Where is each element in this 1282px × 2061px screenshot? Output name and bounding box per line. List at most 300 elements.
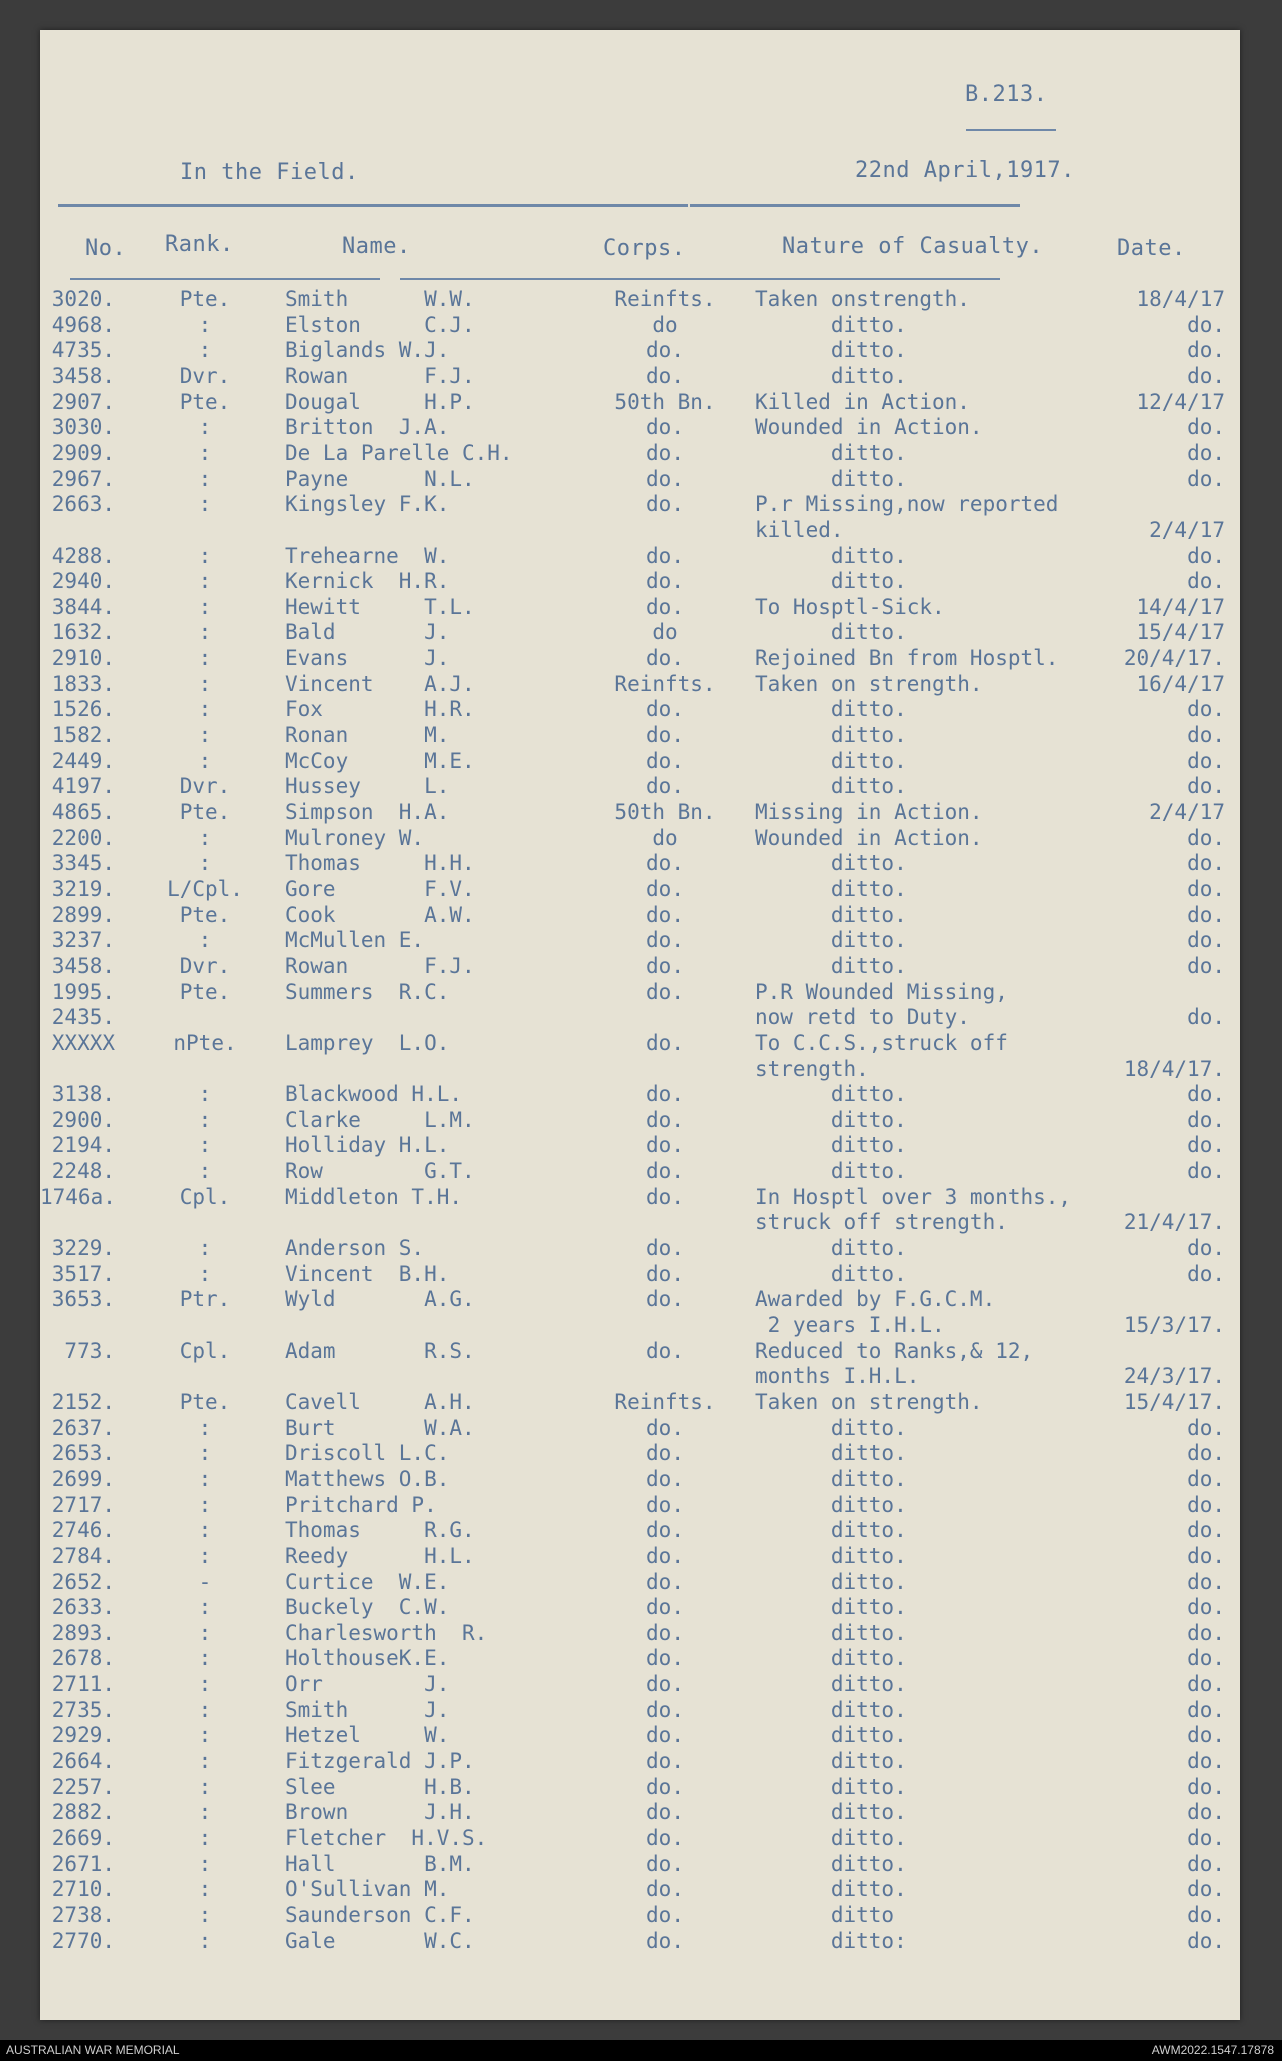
table-row [40,1877,1240,1902]
row-date: 18/4/17 [1136,287,1225,311]
row-corps: do. [646,1928,684,1953]
row-corps: do. [646,440,684,465]
row-date: 2/4/17 [1149,517,1225,542]
row-date: do. [1187,902,1225,927]
row-date: do. [1187,1723,1225,1748]
row-corps: do. [646,979,684,1004]
row-corps: do. [646,697,684,722]
reference-underline [966,129,1056,131]
row-nature: ditto. [755,748,907,773]
row-corps: do. [646,1569,684,1594]
row-rank: Ptr. [179,1287,231,1312]
row-corps: do. [646,569,684,594]
row-number: 2257. [51,1774,115,1799]
row-nature: ditto. [755,1851,907,1876]
row-corps: do [652,312,678,337]
row-number: 773. [64,1338,115,1363]
table-row [40,287,1240,312]
table-row [40,1339,1240,1364]
row-date: do. [1187,1697,1225,1722]
row-date: do. [1187,928,1225,953]
row-name: Reedy H.L. [285,1543,475,1568]
row-name: Wyld A.G. [285,1287,475,1312]
row-nature: struck off strength. [755,1210,1008,1235]
row-number: 2699. [51,1466,115,1491]
row-number: 2435. [51,1005,115,1030]
row-number: 1746a. [40,1184,116,1209]
table-row [40,1698,1240,1723]
row-date: 14/4/17 [1136,594,1225,619]
row-date: do. [1187,363,1225,388]
row-rank: nPte. [173,1030,237,1055]
row-rank: Dvr. [179,363,231,388]
row-number: 3844. [51,594,115,619]
row-number: 3458. [51,363,115,388]
row-nature: ditto [755,1902,895,1927]
table-row [40,928,1240,953]
row-rank: : [198,1543,212,1568]
row-date: 18/4/17. [1123,1056,1225,1081]
row-rank: : [198,748,212,773]
row-date: do. [1187,1749,1225,1774]
row-corps: do. [646,1441,684,1466]
row-date: do. [1187,723,1225,748]
table-row [40,1364,1240,1389]
table-row [40,800,1240,825]
table-row [40,338,1240,363]
table-row [40,903,1240,928]
row-nature: Killed in Action. [755,389,970,414]
row-nature: ditto. [755,902,907,927]
row-nature: ditto. [755,1595,907,1620]
row-date: 16/4/17 [1136,671,1225,696]
row-name: Gale W.C. [285,1928,475,1953]
column-header-nature: Nature of Casualty. [782,234,1044,259]
row-corps: do. [646,1800,684,1825]
row-rank: : [198,466,212,491]
row-corps: do. [646,1672,684,1697]
table-row [40,1800,1240,1825]
table-row [40,1467,1240,1492]
table-row [40,390,1240,415]
row-date: do. [1187,1492,1225,1517]
row-corps: Reinfts. [614,671,716,696]
row-nature: strength. [755,1056,869,1081]
row-nature: To Hosptl-Sick. [755,594,945,619]
row-rank: Cpl. [179,1338,231,1363]
row-number: 3020. [51,287,115,311]
row-rank: : [198,851,212,876]
row-rank: : [198,1723,212,1748]
row-date: 15/4/17. [1123,1389,1225,1414]
row-name: Burt W.A. [285,1415,475,1440]
table-row [40,544,1240,569]
row-number: 2711. [51,1672,115,1697]
row-number: 4197. [51,774,115,799]
row-rank: : [198,1159,212,1184]
row-nature: ditto. [755,1569,907,1594]
header-rule-right [690,204,1020,207]
row-number: 2637. [51,1415,115,1440]
header-rule-left [58,204,688,207]
row-nature: Taken onstrength. [755,287,970,311]
row-date: do. [1187,1261,1225,1286]
table-row [40,851,1240,876]
row-name: Clarke L.M. [285,1107,475,1132]
row-date: do. [1187,1902,1225,1927]
row-date: 15/4/17 [1136,620,1225,645]
row-corps: do [652,620,678,645]
row-number: 2678. [51,1646,115,1671]
table-row [40,492,1240,517]
row-rank: Dvr. [179,953,231,978]
row-corps: do. [646,1082,684,1107]
row-name: Driscoll L.C. [285,1441,450,1466]
table-row [40,441,1240,466]
table-row [40,1672,1240,1697]
footer-right-text: AWM2022.1547.17878 [1151,2043,1274,2057]
row-rank: : [198,1082,212,1107]
row-date: do. [1187,1543,1225,1568]
row-corps: do. [646,1543,684,1568]
row-rank: : [198,543,212,568]
row-date: do. [1187,1928,1225,1953]
row-name: Hall B.M. [285,1851,475,1876]
footer-bar [0,2040,1282,2061]
row-nature: Wounded in Action. [755,415,983,440]
row-number: 2663. [51,492,115,517]
table-row [40,467,1240,492]
row-corps: do. [646,492,684,517]
row-corps: do. [646,1723,684,1748]
row-rank: : [198,1466,212,1491]
row-date: do. [1187,466,1225,491]
row-date: do. [1187,825,1225,850]
row-corps: do. [646,928,684,953]
row-date: do. [1187,1620,1225,1645]
table-row [40,313,1240,338]
row-date: do. [1187,774,1225,799]
row-name: Saunderson C.F. [285,1902,475,1927]
row-date: do. [1187,338,1225,363]
row-corps: do. [646,1620,684,1645]
row-rank: Pte. [179,389,231,414]
row-nature: Missing in Action. [755,800,983,824]
row-number: 3517. [51,1261,115,1286]
row-rank: : [198,1902,212,1927]
row-rank: Dvr. [179,774,231,799]
document-place: In the Field. [180,160,359,185]
row-nature: ditto. [755,851,907,876]
row-number: 3030. [51,415,115,440]
row-rank: : [198,697,212,722]
row-corps: do. [646,774,684,799]
table-row [40,749,1240,774]
row-number: 2735. [51,1697,115,1722]
row-date: do. [1187,415,1225,440]
row-date: do. [1187,851,1225,876]
table-row [40,1031,1240,1056]
row-date: do. [1187,1107,1225,1132]
row-rank: : [198,1877,212,1902]
row-number: 3653. [51,1287,115,1312]
row-date: do. [1187,1159,1225,1184]
row-date: do. [1187,1415,1225,1440]
table-row [40,595,1240,620]
row-corps: do. [646,1030,684,1055]
document-reference: B.213. [965,82,1048,107]
row-name: Anderson S. [285,1236,425,1261]
row-rank: Pte. [179,800,231,824]
table-row [40,672,1240,697]
row-rank: Pte. [179,979,231,1004]
row-corps: do. [646,1492,684,1517]
row-date: do. [1187,1518,1225,1543]
row-date: do. [1187,1569,1225,1594]
row-name: Rowan F.J. [285,363,475,388]
row-rank: : [198,440,212,465]
row-number: 2717. [51,1492,115,1517]
row-rank: : [198,1646,212,1671]
row-date: do. [1187,876,1225,901]
table-row [40,1416,1240,1441]
row-nature: ditto. [755,1749,907,1774]
row-rank: - [198,1569,212,1594]
table-row [40,1621,1240,1646]
row-rank: : [198,415,212,440]
row-rank: : [198,1826,212,1850]
row-number: 2746. [51,1518,115,1543]
table-row [40,1313,1240,1338]
row-rank: Pte. [179,902,231,927]
row-nature: ditto. [755,312,907,337]
row-corps: do. [646,466,684,491]
row-nature: ditto. [755,1236,907,1261]
row-rank: : [198,1697,212,1722]
row-nature: ditto. [755,1441,907,1466]
row-nature: ditto. [755,928,907,953]
table-row [40,1005,1240,1030]
row-corps: do [652,825,678,850]
table-row [40,1595,1240,1620]
row-number: 1833. [51,671,115,696]
row-nature: 2 years I.H.L. [755,1313,945,1337]
row-date: do. [1187,1672,1225,1697]
row-corps: do. [646,1749,684,1774]
row-corps: do. [646,1902,684,1927]
row-number: 2940. [51,569,115,594]
row-name: Hewitt T.L. [285,594,475,619]
table-row [40,646,1240,671]
row-number: 2248. [51,1159,115,1184]
row-name: Hussey L. [285,774,450,799]
row-rank: : [198,1672,212,1697]
row-rank: : [198,723,212,748]
row-rank: : [198,620,212,645]
row-corps: do. [646,1184,684,1209]
row-number: 4968. [51,312,115,337]
row-number: 3237. [51,928,115,953]
row-nature: ditto. [755,1826,907,1850]
row-number: 2633. [51,1595,115,1620]
row-date: do. [1187,569,1225,594]
row-rank: : [198,569,212,594]
row-name: Vincent B.H. [285,1261,450,1286]
table-row [40,1108,1240,1133]
row-rank: : [198,671,212,696]
table-row [40,980,1240,1005]
row-name: Blackwood H.L. [285,1082,463,1107]
row-nature: ditto. [755,697,907,722]
row-date: do. [1187,440,1225,465]
row-number: 2770. [51,1928,115,1953]
row-rank: L/Cpl. [167,876,243,901]
row-number: 2671. [51,1851,115,1876]
row-date: do. [1187,312,1225,337]
row-corps: 50th Bn. [614,800,716,824]
column-header-no: No. [85,236,127,261]
footer-left-text: AUSTRALIAN WAR MEMORIAL [6,2043,180,2057]
row-number: 2664. [51,1749,115,1774]
row-nature: now retd to Duty. [755,1005,970,1030]
table-row [40,1210,1240,1235]
row-number: 2893. [51,1620,115,1645]
row-date: do. [1187,748,1225,773]
table-row [40,1262,1240,1287]
table-row [40,774,1240,799]
row-date: do. [1187,1826,1225,1850]
table-row [40,1749,1240,1774]
row-date: do. [1187,953,1225,978]
table-row [40,1570,1240,1595]
row-corps: do. [646,748,684,773]
column-header-date: Date. [1117,236,1186,261]
row-name: Evans J. [285,646,450,671]
row-number: 2784. [51,1543,115,1568]
row-number: 4288. [51,543,115,568]
row-number: 1632. [51,620,115,645]
row-name: Smith J. [285,1697,450,1722]
row-rank: : [198,646,212,671]
table-row [40,1775,1240,1800]
table-row [40,1082,1240,1107]
row-number: 3229. [51,1236,115,1261]
table-row [40,518,1240,543]
row-number: 2899. [51,902,115,927]
row-date: do. [1187,543,1225,568]
row-corps: do. [646,1159,684,1184]
row-number: 2710. [51,1877,115,1902]
row-corps: Reinfts. [614,1389,716,1414]
row-corps: do. [646,594,684,619]
table-row [40,1646,1240,1671]
row-rank: : [198,1749,212,1774]
table-row [40,1287,1240,1312]
row-nature: killed. [755,517,844,542]
table-row [40,1185,1240,1210]
row-date: do. [1187,697,1225,722]
row-date: do. [1187,1441,1225,1466]
row-number: 1526. [51,697,115,722]
row-rank: : [198,825,212,850]
row-name: Holliday H.L. [285,1133,450,1158]
column-header-name: Name. [342,234,411,259]
row-nature: ditto. [755,1672,907,1697]
row-nature: ditto. [755,1415,907,1440]
row-number: XXXXX [51,1030,115,1055]
row-number: 3138. [51,1082,115,1107]
row-corps: do. [646,1261,684,1286]
row-rank: Cpl. [179,1184,231,1209]
row-rank: : [198,1518,212,1543]
row-corps: do. [646,723,684,748]
row-name: Kingsley F.K. [285,492,450,517]
row-nature: ditto. [755,620,907,645]
row-rank: : [198,1236,212,1261]
row-name: De La Parelle C.H. [285,440,513,465]
row-corps: do. [646,1826,684,1850]
row-rank: Pte. [179,287,231,311]
row-number: 2652. [51,1569,115,1594]
row-nature: ditto. [755,1466,907,1491]
row-name: Thomas R.G. [285,1518,475,1543]
row-name: Vincent A.J. [285,671,475,696]
row-nature: Taken on strength. [755,671,983,696]
row-name: Row G.T. [285,1159,475,1184]
row-number: 4735. [51,338,115,363]
row-number: 3458. [51,953,115,978]
row-number: 2900. [51,1107,115,1132]
row-rank: : [198,1774,212,1799]
table-row [40,1493,1240,1518]
row-nature: ditto. [755,1697,907,1722]
row-name: Summers R.C. [285,979,450,1004]
row-date: do. [1187,1800,1225,1825]
table-row [40,826,1240,851]
row-number: 2200. [51,825,115,850]
row-rank: : [198,1851,212,1876]
row-rank: : [198,1441,212,1466]
row-name: Britton J.A. [285,415,450,440]
column-rule-left [70,278,380,280]
row-date: 2/4/17 [1149,800,1225,824]
row-nature: ditto. [755,876,907,901]
row-number: 2929. [51,1723,115,1748]
table-row [40,1518,1240,1543]
row-corps: do. [646,1415,684,1440]
row-name: Adam R.S. [285,1338,475,1363]
row-date: 20/4/17. [1123,646,1225,671]
row-nature: ditto. [755,1723,907,1748]
row-name: Rowan F.J. [285,953,475,978]
row-nature: ditto. [755,1159,907,1184]
row-name: Brown J.H. [285,1800,475,1825]
row-nature: ditto. [755,1877,907,1902]
row-nature: ditto: [755,1928,907,1953]
row-name: Biglands W.J. [285,338,450,363]
row-rank: Pte. [179,1389,231,1414]
row-corps: do. [646,851,684,876]
row-name: Cavell A.H. [285,1389,475,1414]
row-number: 1582. [51,723,115,748]
row-number: 2882. [51,1800,115,1825]
row-name: Dougal H.P. [285,389,475,414]
row-date: 21/4/17. [1123,1210,1225,1235]
table-row [40,877,1240,902]
row-date: do. [1187,1851,1225,1876]
table-row [40,1133,1240,1158]
row-name: Orr J. [285,1672,450,1697]
